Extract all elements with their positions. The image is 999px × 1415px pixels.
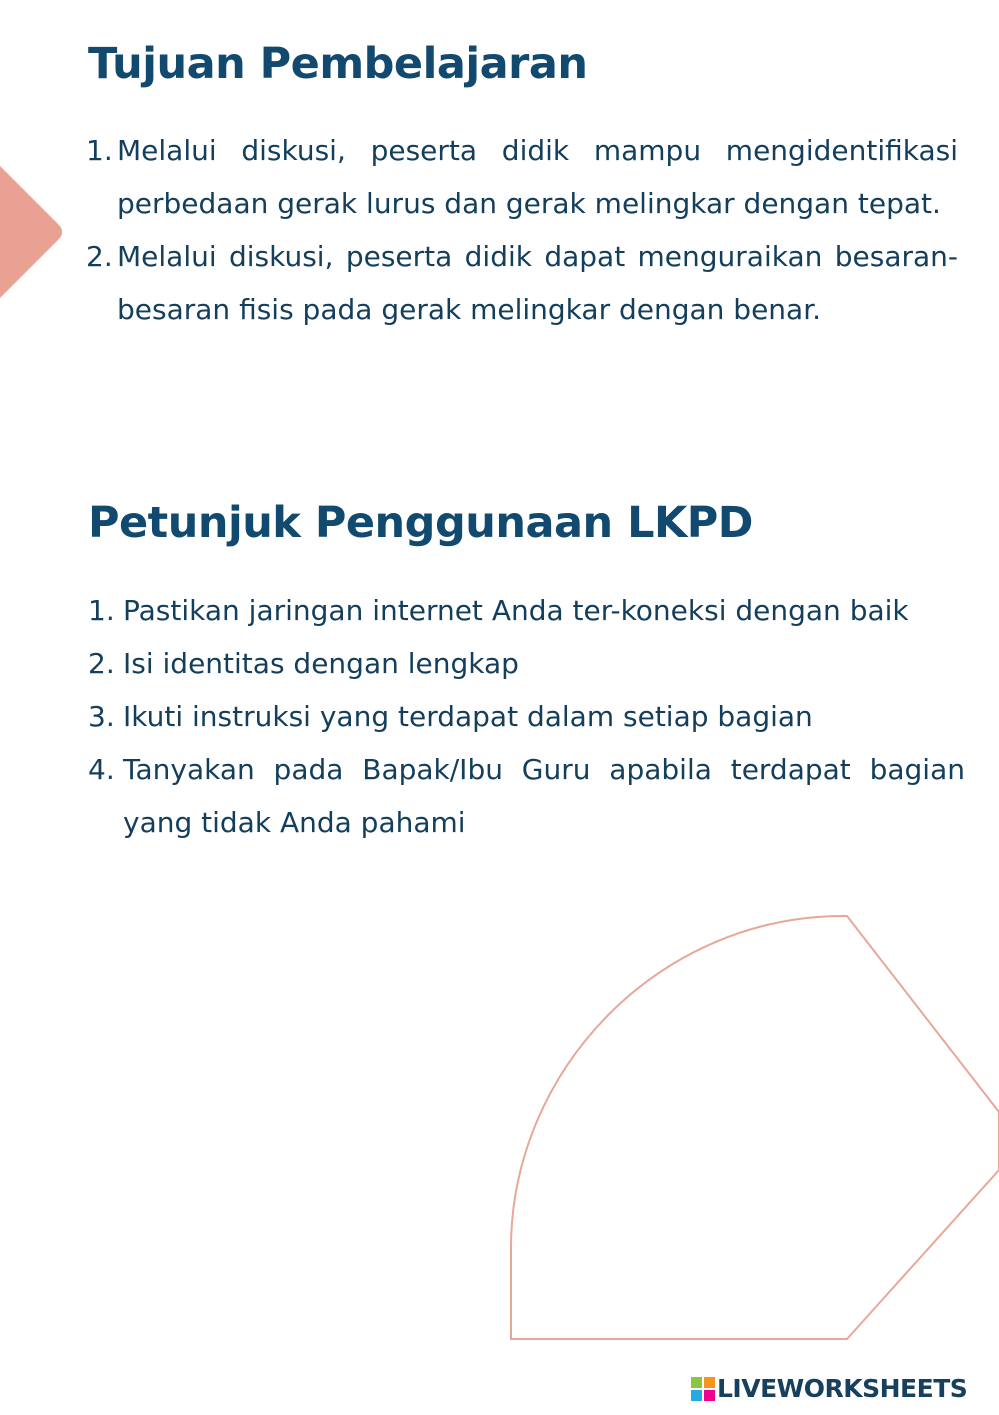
list-item-number: 4. — [88, 753, 115, 786]
logo-text: LIVEWORKSHEETS — [717, 1374, 968, 1403]
list-item-text: Ikuti instruksi yang terdapat dalam setiap bagian — [123, 700, 813, 733]
list-item-number: 2. — [88, 647, 115, 680]
list-item-text: Tanyakan pada Bapak/Ibu Guru apabila terdapat bagian yang tidak Anda pahami — [123, 753, 965, 839]
list-item-text: Melalui diskusi, peserta didik mampu mengidentifikasi perbedaan gerak lurus dan gerak melingkar dengan tepat. — [117, 134, 958, 220]
list-item-number: 3. — [88, 700, 115, 733]
list-item-number: 1. — [86, 134, 113, 167]
logo-squares-icon — [691, 1377, 715, 1401]
list-item-text: Melalui diskusi, peserta didik dapat menguraikan besaran-besaran fisis pada gerak melingkar dengan benar. — [117, 240, 958, 326]
list-item-text: Isi identitas dengan lengkap — [123, 647, 519, 680]
section-title-tujuan: Tujuan Pembelajaran — [88, 39, 588, 89]
liveworksheets-logo — [691, 1374, 967, 1403]
list-item-number: 1. — [88, 594, 115, 627]
list-item-text: Pastikan jaringan internet Anda ter-koneksi dengan baik — [123, 594, 909, 627]
section-title-petunjuk: Petunjuk Penggunaan LKPD — [88, 498, 753, 548]
list-item-number: 2. — [86, 240, 113, 273]
